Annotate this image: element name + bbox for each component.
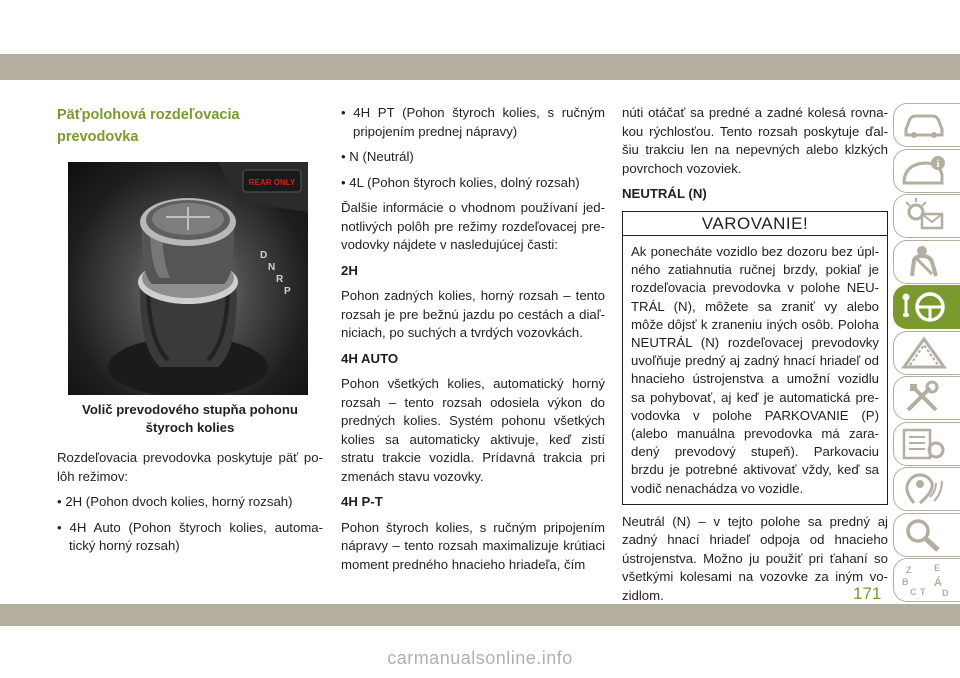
warning-box <box>622 211 888 505</box>
list-item: • 4H Auto (Pohon štyroch kolies, automa-tický horný rozsah) <box>57 519 323 553</box>
figure-caption: Volič prevodového stupňa pohonu štyroch kolies <box>82 402 298 435</box>
shifter-photo <box>68 162 308 395</box>
paragraph-4h-pt: Pohon štyroch kolies, s ručným pripojením nápravy – tento rozsah maximalizuje krútiaci moment predného hnacieho hriadeľa, čím <box>341 519 605 572</box>
seatbelt-person-icon <box>900 244 950 280</box>
list-item: • N (Neutrál) <box>341 149 414 164</box>
paragraph-2h: Pohon zadných kolies, horný rozsah – tento rozsah je pre bežnú jazdu po cestách a diaľ-niciach, po suchých a tvrdých vozovkách. <box>341 288 605 340</box>
tab-safety[interactable] <box>893 240 960 284</box>
rear-only-label: REAR ONLY <box>248 178 296 187</box>
specs-list-icon <box>900 426 950 462</box>
svg-text:i: i <box>936 158 940 170</box>
gear-letter: P <box>284 286 291 297</box>
subheading-4h-pt: 4H P-T <box>341 494 383 509</box>
page-number: 171 <box>853 584 882 603</box>
svg-text:B: B <box>902 577 909 587</box>
warning-title: VAROVANIE! <box>623 212 887 237</box>
tab-multimedia[interactable] <box>893 467 960 511</box>
gear-letter: D <box>260 250 268 261</box>
car-icon <box>900 107 950 143</box>
gear-letter: R <box>276 274 284 285</box>
tab-servicing[interactable] <box>893 376 960 420</box>
svg-text:D: D <box>942 588 949 598</box>
subheading-4h-auto: 4H AUTO <box>341 350 399 366</box>
svg-text:E: E <box>934 563 941 573</box>
tab-warning-lights[interactable] <box>893 194 960 238</box>
subheading-neutral: NEUTRÁL (N) <box>622 186 707 201</box>
section-title: Päťpolohová rozdeľovacia prevodovka <box>57 107 240 145</box>
tab-index[interactable] <box>893 558 960 602</box>
warning-triangle-icon <box>900 335 950 371</box>
svg-text:Z: Z <box>906 565 912 575</box>
tab-vehicle-overview[interactable] <box>893 103 960 147</box>
steering-wheel-key-icon <box>900 289 950 325</box>
subheading-2h: 2H <box>341 262 358 278</box>
search-icon <box>900 517 950 553</box>
column-2 <box>341 104 605 581</box>
tab-customer-assistance[interactable] <box>893 513 960 557</box>
header-band <box>0 54 960 80</box>
warning-text: Ak ponecháte vozidlo bez dozoru bez úpl-ného zatiahnutia ručnej brzdy, pokiaľ je rozdeľovacia prevodovka v polohe NEU-TRÁL (N), môžete sa zraniť vy alebo môže dôjsť k zraneniu iných osôb. Poloha NEUTRÁL (N) rozdeľovacej prevodovky uvoľňuje predný aj zadný hnací hriadeľ od hnacieho ústrojenstva a umožní vozidlu sa pohybovať, aj keď je automatická pre-vodovka v polohe PARKOVANIE (P) (alebo manuálna prevodovka má zara-dený prevodový stupeň). Parkovaciu brzdu je potrebné aktivovať vždy, keď sa vodič nenachádza vo vozidle. <box>631 244 879 496</box>
list-item: • 4H PT (Pohon štyroch kolies, s ručným pripojením prednej nápravy) <box>341 105 605 139</box>
tools-icon <box>900 380 950 416</box>
more-info-paragraph: Ďalšie informácie o vhodnom používaní jed-notlivých polôh pre režimy rozdeľovacej pre-vodovky nájdete v nasledujúcej časti: <box>341 200 605 252</box>
navigation-pin-icon <box>900 471 950 507</box>
svg-text:T: T <box>920 587 926 597</box>
watermark: carmanualsonline.info <box>387 648 573 668</box>
light-message-icon <box>900 198 950 234</box>
intro-paragraph: Rozdeľovacia prevodovka poskytuje päť po-lôh režimov: <box>57 450 323 484</box>
dashboard-info-icon <box>900 153 950 189</box>
tab-dashboard[interactable] <box>893 149 960 193</box>
chapter-tabs <box>893 103 960 604</box>
gear-letter: N <box>268 262 276 273</box>
tab-emergency[interactable] <box>893 331 960 375</box>
list-item: • 2H (Pohon dvoch kolies, horný rozsah) <box>57 494 293 509</box>
svg-text:Á: Á <box>934 577 942 589</box>
paragraph-neutral: Neutrál (N) – v tejto polohe sa predný aj zadný hnací hriadeľ odpoja od hnacieho ústrojenstva. Možno ju použiť pri ťahaní so všetkými kolesami na vozovke za iným vo-zidlom. <box>622 513 888 603</box>
alphabet-index-icon <box>900 562 950 598</box>
list-item: • 4L (Pohon štyroch kolies, dolný rozsah) <box>341 174 580 190</box>
tab-starting-driving[interactable] <box>893 285 960 329</box>
footer-band <box>0 604 960 626</box>
paragraph-4h-auto: Pohon všetkých kolies, automatický horný rozsah – tento rozsah odosiela výkon do predných kolies. Systém pohonu všetkých kolies sa automaticky aktivuje, keď zistí stratu trakcie vozidla. Prídavná trakcia pri zmenách stavu vozovky. <box>341 376 605 484</box>
paragraph-continued: núti otáčať sa predné a zadné kolesá rovna-kou rýchlosťou. Tento rozsah poskytuje ďal-šiu trakciu len na nepevných alebo klzkých povrchoch vozoviek. <box>622 105 888 176</box>
tab-technical-specs[interactable] <box>893 422 960 466</box>
column-1 <box>57 104 323 563</box>
shifter-illustration <box>68 162 308 395</box>
svg-text:C: C <box>910 587 917 597</box>
column-3 <box>622 104 888 612</box>
